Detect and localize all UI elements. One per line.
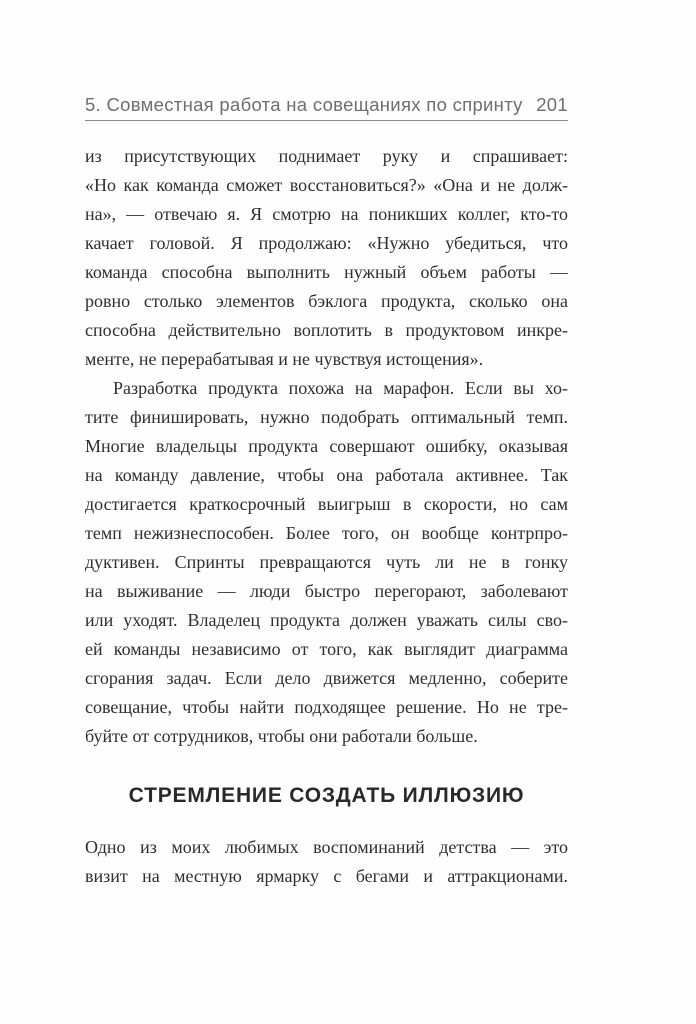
- text-line: ровно столько элементов бэклога продукта, сколько она: [85, 291, 568, 311]
- text-line: Разработка продукта похожа на марафон. Если вы хо-: [113, 378, 568, 398]
- text-line: на команду давление, чтобы она работала активнее. Так: [85, 465, 568, 485]
- text-line: достигается краткосрочный выигрыш в скорости, но сам: [85, 494, 568, 514]
- text-line: совещание, чтобы найти подходящее решение. Но не тре-: [85, 697, 568, 717]
- text-line: дуктивен. Спринты превращаются чуть ли не в гонку: [85, 552, 568, 572]
- text-line: визит на местную ярмарку с бегами и аттракционами.: [85, 866, 568, 886]
- running-header: [85, 94, 568, 116]
- text-line: буйте от сотрудников, чтобы они работали больше.: [85, 726, 478, 746]
- text-line: Одно из моих любимых воспоминаний детства — это: [85, 837, 568, 857]
- text-line: из присутствующих поднимает руку и спрашивает:: [85, 146, 568, 166]
- text-line: на выживание — люди быстро перегорают, заболевают: [85, 581, 568, 601]
- running-header-page-number: 201: [536, 94, 568, 115]
- text-line: темп нежизнеспособен. Более того, он вообще контрпро-: [85, 523, 568, 543]
- paragraph-1: [85, 142, 568, 374]
- text-line: способна действительно воплотить в продуктовом инкре-: [85, 320, 568, 340]
- paragraph-2: [85, 374, 568, 751]
- running-header-chapter-title: 5. Совместная работа на совещаниях по спринту: [85, 94, 523, 115]
- text-line: тите финишировать, нужно подобрать оптимальный темп.: [85, 407, 568, 427]
- text-line: менте, не перерабатывая и не чувствуя истощения».: [85, 349, 484, 369]
- body-text: [85, 142, 568, 751]
- text-line: Многие владельцы продукта совершают ошибку, оказывая: [85, 436, 568, 456]
- text-line: на», — отвечаю я. Я смотрю на поникших коллег, кто-то: [85, 204, 568, 224]
- text-line: или уходят. Владелец продукта должен уважать силы сво-: [85, 610, 568, 630]
- text-line: «Но как команда сможет восстановиться?» «Она и не долж-: [85, 175, 568, 195]
- text-line: качает головой. Я продолжаю: «Нужно убедиться, что: [85, 233, 568, 253]
- text-line: команда способна выполнить нужный объем работы —: [85, 262, 568, 282]
- text-line: сгорания задач. Если дело движется медленно, соберите: [85, 668, 568, 688]
- closing-paragraph-block: [85, 833, 568, 891]
- section-heading: СТРЕМЛЕНИЕ СОЗДАТЬ ИЛЛЮЗИЮ: [128, 784, 525, 807]
- text-line: ей команды независимо от того, как выглядит диаграмма: [85, 639, 568, 659]
- header-rule: [85, 120, 568, 121]
- paragraph-3: [85, 833, 568, 891]
